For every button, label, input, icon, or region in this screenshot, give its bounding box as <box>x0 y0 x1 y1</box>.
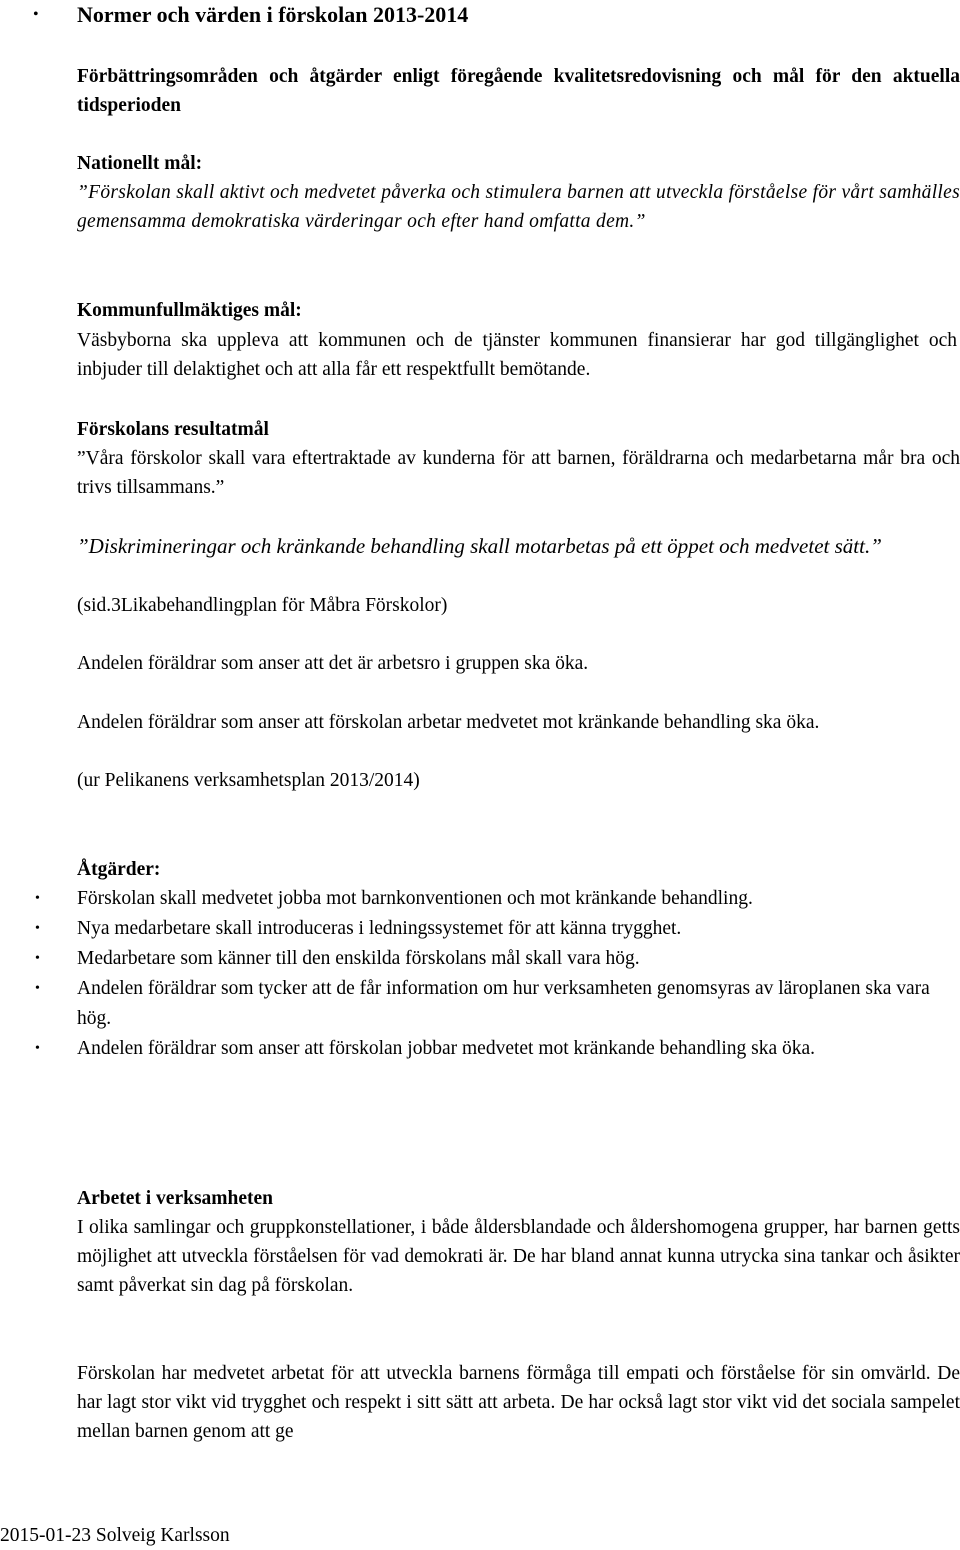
goal-work-calm: Andelen föräldrar som anser att det är arbetsro i gruppen ska öka. <box>77 653 589 674</box>
goal-offensive-treatment: Andelen föräldrar som anser att förskolan arbetar medvetet mot kränkande behandling ska öka. <box>77 712 820 733</box>
list-item <box>0 914 960 944</box>
municipal-goal-text: Väsbyborna ska uppleva att kommunen och de tjänster kommunen finansierar har god tillgänglighet och inbjuder till delaktighet och att alla får ett respektfullt bemötande. <box>77 330 957 380</box>
work-paragraph-2: Förskolan har medvetet arbetat för att utveckla barnens förmåga till empati och förståelse för sin omvärld. De har lagt stor vikt vid trygghet och respekt i sitt sätt att arbeta. De har också lagt stor vikt vid det sociala sampelet mellan barnen genom att ge <box>77 1363 960 1442</box>
bullet-icon: • <box>35 891 40 906</box>
work-heading: Arbetet i verksamheten <box>77 1188 274 1209</box>
preschool-goal-text: ”Våra förskolor skall vara eftertraktade av kunderna för att barnen, föräldrarna och medarbetarna mår bra och trivs tillsammans.” <box>77 448 960 498</box>
action-text: Förskolan skall medvetet jobba mot barnkonventionen och mot kränkande behandling. <box>77 888 753 909</box>
bullet-icon: • <box>35 921 40 936</box>
list-item <box>0 974 960 1034</box>
national-goal-text: ”Förskolan skall aktivt och medvetet påverka och stimulera barnen att utveckla förståelse för vårt samhälles gemensamma demokratiska värderingar och efter hand omfatta dem.” <box>77 182 960 232</box>
discrimination-quote: ”Diskrimineringar och kränkande behandling skall motarbetas på ett öppet och medvetet sätt.” <box>77 534 882 558</box>
footer-signature: 2015-01-23 Solveig Karlsson <box>0 1525 230 1546</box>
action-text: Nya medarbetare skall introduceras i ledningssystemet för att känna trygghet. <box>77 918 682 939</box>
actions-label: Åtgärder: <box>77 859 161 880</box>
municipal-goal-label: Kommunfullmäktiges mål: <box>77 300 302 321</box>
bullet-icon: • <box>35 1041 40 1056</box>
bullet-icon: • <box>35 981 40 996</box>
list-item <box>0 944 960 974</box>
bullet-icon: • <box>35 951 40 966</box>
action-text: Medarbetare som känner till den enskilda förskolans mål skall vara hög. <box>77 948 640 969</box>
action-text: Andelen föräldrar som anser att förskolan jobbar medvetet mot kränkande behandling ska öka. <box>77 1038 816 1059</box>
goal-source: (ur Pelikanens verksamhetsplan 2013/2014) <box>77 770 420 791</box>
page-title: Normer och värden i förskolan 2013-2014 <box>77 2 469 27</box>
preschool-goal-label: Förskolans resultatmål <box>77 419 269 440</box>
list-item <box>0 1034 960 1064</box>
quote-source: (sid.3Likabehandlingplan för Måbra Förskolor) <box>77 595 448 616</box>
actions-list <box>0 884 960 1064</box>
work-paragraph-1: I olika samlingar och gruppkonstellationer, i både åldersblandade och åldershomogena grupper, har barnen getts möjlighet att utveckla förståelsen för vad demokrati är. De har bland annat kunna utrycka sina tankar och åsikter samt påverkat sin dag på förskolan. <box>77 1217 960 1296</box>
action-text: Andelen föräldrar som tycker att de får information om hur verksamheten genomsyras av läroplanen ska vara hög. <box>77 978 930 1029</box>
improvement-heading: Förbättringsområden och åtgärder enligt föregående kvalitetsredovisning och mål för den aktuella tidsperioden <box>77 66 960 116</box>
list-item <box>0 884 960 914</box>
bullet-icon: • <box>33 6 39 23</box>
national-goal-label: Nationellt mål: <box>77 153 203 174</box>
